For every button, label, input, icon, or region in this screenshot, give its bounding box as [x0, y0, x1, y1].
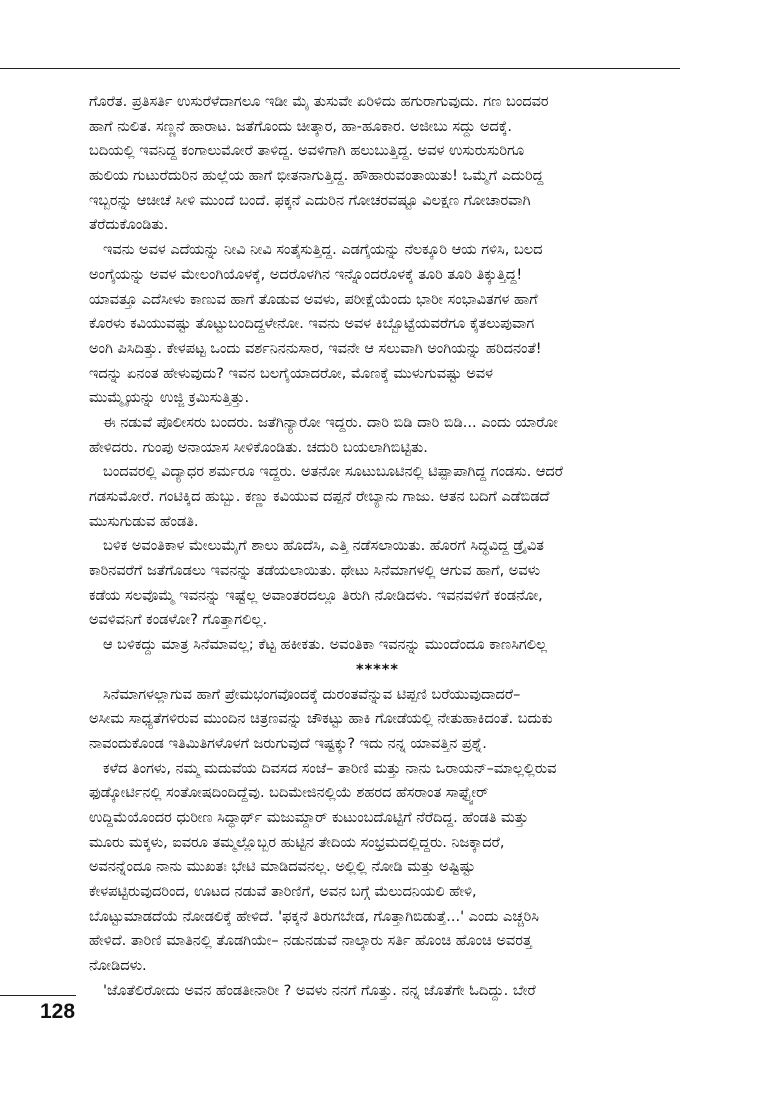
text-line: ಸಿನೆಮಾಗಳಲ್ಲಾಗುವ ಹಾಗೆ ಪ್ರೇಮಭಂಗವೊಂದಕ್ಕೆ ದುರಂತವೆನ್ನುವ ಟಿಪ್ಪಣಿ ಬರೆಯುವುದಾದರೆ–: [103, 686, 521, 703]
text-line: ಉದ್ದಿಮೆಯೊಂದರ ಧುರೀಣ ಸಿದ್ಧಾರ್ಥ್ ಮಜುಮ್ದಾರ್ ಕುಟುಂಬದೊಟ್ಟಿಗೆ ನೆರೆದಿದ್ದ. ಹೆಂಡತಿ ಮತ್ತು: [89, 809, 529, 826]
text-line: ಬದಿಯಲ್ಲಿ ಇವನಿದ್ದ ಕಂಗಾಲುಮೋರೆ ತಾಳಿದ್ದ. ಅವಳಿಗಾಗಿ ಹಲುಬುತ್ತಿದ್ದ. ಅವಳ ಉಸುರುಸುರಿಗೂ: [89, 143, 525, 160]
text-line: ಕೇಳಪಟ್ಟಿರುವುದರಿಂದ, ಊಟದ ನಡುವೆ ತಾರಿಣಿಗೆ, ಅವನ ಬಗ್ಗೆ ಮೆಲುದನಿಯಲಿ ಹೇಳಿ,: [89, 884, 477, 900]
text-line: ಕಾರಿನವರೆಗೆ ಜತೆಗೊಡಲು ಇವನನ್ನು ತಡೆಯಲಾಯಿತು. ಥೇಟು ಸಿನೆಮಾಗಳಲ್ಲಿ ಆಗುವ ಹಾಗೆ, ಅವಳು: [89, 563, 541, 580]
text-line: ಮುಮ್ಮೈಯನ್ನು ಉಜ್ಜಿ ಕ್ರಮಿಸುತ್ತಿತ್ತು.: [89, 390, 250, 407]
text-line: ಅಸೀಮ ಸಾಧ್ಯತೆಗಳಿರುವ ಮುಂದಿನ ಚಿತ್ರಣವನ್ನು ಚೌಕಟ್ಟು ಹಾಕಿ ಗೋಡೆಯಲ್ಲಿ ನೇತುಹಾಕಿದಂತೆ. ಬದುಕು: [89, 711, 553, 728]
text-line: ಫುಡ್ಕೋರ್ಟಿನಲ್ಲಿ ಸಂತೋಷದಿಂದಿದ್ದೆವು. ಬದಿಮೇಜಿನಲ್ಲಿಯೆ ಶಹರದ ಹೆಸರಾಂತ ಸಾಫ್ಟ್ವೇರ್: [89, 785, 489, 802]
top-rule: [0, 68, 680, 69]
text-line: ಇವನು ಅವಳ ಎದೆಯನ್ನು ನೀವಿ ನೀವಿ ಸಂತೈಸುತ್ತಿದ್ದ. ಎಡಗೈಯನ್ನು ನೆಲಕ್ಕೂರಿ ಆಯ ಗಳಿಸಿ, ಬಲದ: [103, 242, 543, 259]
text-line: 'ಜೊತೆಲಿರೋದು ಅವನ ಹೆಂಡತೀನಾರೀ ? ಅವಳು ನನಗೆ ಗೊತ್ತು. ನನ್ನ ಜೊತೆಗೇ ಓದಿದ್ದು. ಬೇರೆ: [103, 982, 536, 999]
text-line: ಅಂಗೈಯನ್ನು ಅವಳ ಮೇಲಂಗಿಯೊಳಕ್ಕೆ, ಅದರೊಳಗಿನ ಇನ್ನೊಂದರೊಳಕ್ಕೆ ತೂರಿ ತೂರಿ ತಿಕ್ಕುತ್ತಿದ್ದ!: [89, 266, 523, 283]
text-line: ಹಾಗೆ ನುಲಿತ. ಸಣ್ಣನೆ ಹಾರಾಟ. ಜತೆಗೊಂದು ಚೀತ್ಕಾರ, ಹಾ-ಹೂಕಾರ. ಅಜೀಬು ಸದ್ದು ಅದಕ್ಕೆ.: [89, 118, 512, 135]
text-line: ಹೇಳಿದೆ. ತಾರಿಣಿ ಮಾತಿನಲ್ಲಿ ತೊಡಗಿಯೇ– ನಡುನಡುವೆ ನಾಲ್ಕಾರು ಸರ್ತಿ ಹೊಂಚಿ ಹೊಂಚಿ ಅವರತ್ತ: [89, 933, 532, 950]
text-line: ಬಂದವರಲ್ಲಿ ವಿದ್ಯಾಧರ ಶರ್ಮರೂ ಇದ್ದರು. ಅತನೋ ಸೂಟುಬೂಟಿನಲ್ಲಿ ಟಿಪ್ಪಾಪಾಗಿದ್ದ ಗಂಡಸು. ಆದರೆ: [103, 464, 564, 481]
text-line: ಯಾವತ್ತೂ ಎದೆಸೀಳು ಕಾಣುವ ಹಾಗೆ ತೊಡುವ ಅವಳು, ಪರೀಕ್ಷೆಯೆಂದು ಭಾರೀ ಸಂಭಾವಿತಗಳ ಹಾಗೆ: [89, 291, 538, 308]
text-line: ಅವಳಿವನಿಗೆ ಕಂಡಳೋ? ಗೊತ್ತಾಗಲಿಲ್ಲ.: [89, 612, 268, 629]
text-line: ಹೇಳಿದರು. ಗುಂಪು ಅನಾಯಾಸ ಸೀಳಿಕೊಂಡಿತು. ಚದುರಿ ಬಯಲಾಗಿಬಿಟ್ಟಿತು.: [89, 439, 428, 456]
text-line: ಬಳಿಕ ಅವಂತಿಕಾಳ ಮೇಲುಮೈಗೆ ಶಾಲು ಹೊದೆಸಿ, ಎತ್ತಿ ನಡೆಸಲಾಯಿತು. ಹೊರಗೆ ಸಿದ್ಧವಿದ್ದ ಡ್ರೈವಿತ: [103, 538, 544, 555]
text-line: ನೋಡಿದಳು.: [89, 958, 147, 975]
text-line: ಕಡೆಯ ಸಲವೊಮ್ಮೆ ಇವನನ್ನು ಇಷ್ಟೆಲ್ಲ ಅವಾಂತರದಲ್ಲೂ ತಿರುಗಿ ನೋಡಿದಳು. ಇವನವಳಿಗೆ ಕಂಡನೋ,: [89, 587, 543, 604]
text-line: ಇದನ್ನು ಏನಂತ ಹೇಳುವುದು? ಇವನ ಬಲಗೈಯಾದರೋ, ಮೊಣಕ್ಕೆ ಮುಳುಗುವಷ್ಟು ಅವಳ: [89, 365, 493, 382]
text-line: ಮೂರು ಮಕ್ಕಳು, ಐವರೂ ತಮ್ಮಲ್ಲೊಬ್ಬರ ಹುಟ್ಟಿನ ತೇದಿಯ ಸಂಭ್ರಮದಲ್ಲಿದ್ದರು. ನಿಜಕ್ಕಾದರೆ,: [89, 834, 505, 851]
text-line: ತೆರೆದುಕೊಂಡಿತು.: [89, 217, 169, 234]
text-line: ಗೊರೆತ. ಪ್ರತಿಸರ್ತಿ ಉಸುರೆಳೆದಾಗಲೂ ಇಡೀ ಮೈ ತುಸುವೇ ಏರಿಳಿದು ಹಗುರಾಗುವುದು. ಗಣ ಬಂದವರ: [89, 94, 549, 110]
text-line: ಕೊರಳು ಕವಿಯುವಷ್ಟು ತೊಟ್ಟುಬಂದಿದ್ದಳೇನೋ. ಇವನು ಅವಳ ಕಿಬ್ಬೊಟ್ಟೆಯವರೆಗೂ ಕೈತಲುಪುವಾಗ: [89, 316, 535, 333]
text-line: ಗಡಸುಮೋರೆ. ಗಂಟಿಕ್ಕಿದ ಹುಬ್ಬು. ಕಣ್ಣು ಕವಿಯುವ ದಪ್ಪನೆ ರೇಬ್ಯಾನು ಗಾಜು. ಆತನ ಬದಿಗೆ ಎಡೆಬಿಡದೆ: [89, 489, 550, 505]
text-line: ಹುಲಿಯ ಗುಟುರೆದುರಿನ ಹುಲ್ಲೆಯ ಹಾಗೆ ಭೀತನಾಗುತ್ತಿದ್ದ. ಹೌಹಾರುವಂತಾಯಿತು! ಒಮ್ಮೆಗೆ ಎದುರಿದ್ದ: [89, 168, 544, 185]
text-line: ಕಳೆದ ತಿಂಗಳು, ನಮ್ಮ ಮದುವೆಯ ದಿವಸದ ಸಂಜೆ– ತಾರಿಣಿ ಮತ್ತು ನಾನು ಒರಾಯನ್–ಮಾಲ್ಲಲ್ಲಿರುವ: [103, 760, 557, 777]
text-line: ಮುಸುಗುಡುವ ಹೆಂಡತಿ.: [89, 513, 199, 530]
text-line: ಆ ಬಳಿಕದ್ದು ಮಾತ್ರ ಸಿನೆಮಾವಲ್ಲ; ಕೆಟ್ಟ ಹಕೀಕತು. ಅವಂತಿಕಾ ಇವನನ್ನು ಮುಂದೆಂದೂ ಕಾಣಸಿಗಲಿಲ್ಲ: [103, 637, 548, 654]
body-text: [89, 90, 666, 1003]
text-line: ಈ ನಡುವೆ ಪೊಲೀಸರು ಬಂದರು. ಜತೆಗಿನ್ಯಾರೋ ಇದ್ದರು. ದಾರಿ ಬಿಡಿ ದಾರಿ ಬಿಡಿ... ಎಂದು ಯಾರೋ: [103, 414, 558, 431]
page-number: 128: [40, 1000, 76, 1023]
text-line: ಇಬ್ಬರನ್ನು ಆಚೀಚೆ ಸೀಳಿ ಮುಂದೆ ಬಂದೆ. ಫಕ್ಕನೆ ಎದುರಿನ ಗೋಚರವಷ್ಟೂ ವಿಲಕ್ಷಣ ಗೋಚಾರವಾಗಿ: [89, 192, 531, 209]
text-line: ನಾವಂದುಕೊಂಡ ಇತಿಮಿತಿಗಳೊಳಗೆ ಜರುಗುವುದೆ ಇಷ್ಟಕ್ಕು? ಇದು ನನ್ನ ಯಾವತ್ತಿನ ಪ್ರಶ್ನೆ.: [89, 735, 487, 752]
text-line: ಬೊಟ್ಟುಮಾಡದೆಯೆ ನೋಡಲಿಕ್ಕೆ ಹೇಳಿದೆ. 'ಫಕ್ಕನೆ ತಿರುಗಬೇಡ, ಗೊತ್ತಾಗಿಬಿಡುತ್ತೆ...' ಎಂದು ಎಚ್ಚರಿಸಿ: [89, 908, 540, 925]
text-line: ಅವನನ್ನೆಂದೂ ನಾನು ಮುಖತಃ ಭೇಟಿ ಮಾಡಿದವನಲ್ಲ. ಅಲ್ಲಿಲ್ಲಿ ನೋಡಿ ಮತ್ತು ಅಷ್ಟಿಷ್ಟು: [89, 859, 476, 876]
section-separator: *****: [356, 661, 399, 678]
text-line: ಅಂಗಿ ಪಿಸಿದಿತ್ತು. ಕೇಳಪಟ್ಟ ಒಂದು ವರ್ಶನಿನನುಸಾರ, ಇವನೇ ಆ ಸಲುವಾಗಿ ಅಂಗಿಯನ್ನು ಹರಿದನಂತೆ!: [89, 340, 542, 357]
footer-rule: [0, 995, 76, 996]
